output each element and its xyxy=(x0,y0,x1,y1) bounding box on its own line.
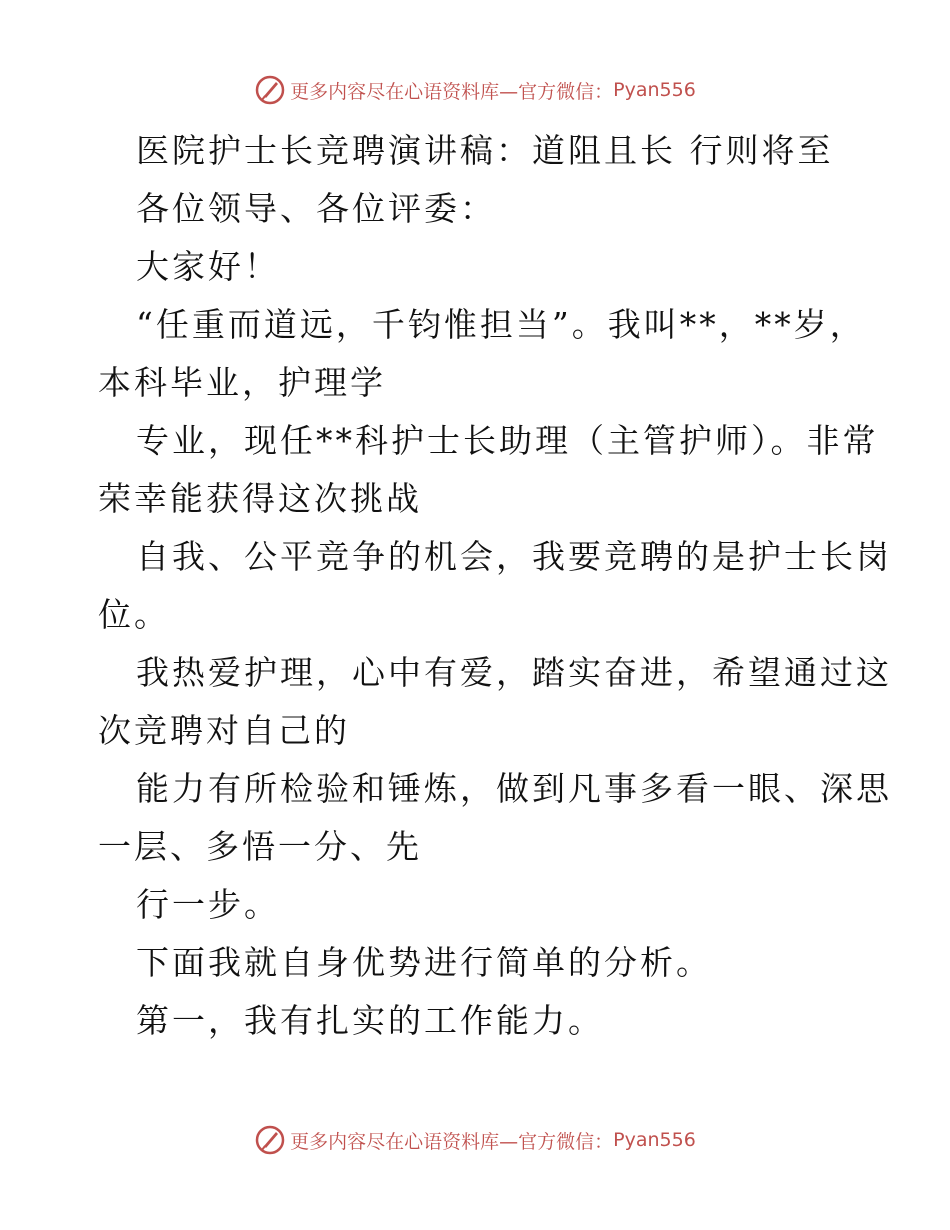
text-line: 荣幸能获得这次挑战 xyxy=(98,479,422,518)
text-line: 行一步。 xyxy=(136,885,280,924)
footer-brand-text: 更多内容尽在心语资料库—官方微信： xyxy=(290,1130,614,1153)
text-line: 位。 xyxy=(98,595,170,634)
quill-logo-icon xyxy=(254,1124,286,1156)
header-watermark-banner xyxy=(0,70,950,110)
quill-logo-icon xyxy=(254,74,286,106)
text-line: “任重而道远，千钧惟担当”。我叫**，**岁， xyxy=(136,305,866,344)
header-wechat-id: Pyan556 xyxy=(613,79,696,101)
text-line: 自我、公平竞争的机会，我要竞聘的是护士长岗 xyxy=(136,537,892,576)
header-brand-text: 更多内容尽在心语资料库—官方微信： xyxy=(290,80,614,103)
text-line: 第一，我有扎实的工作能力。 xyxy=(136,1001,604,1040)
text-line: 大家好！ xyxy=(136,247,280,286)
text-line: 本科毕业，护理学 xyxy=(98,363,386,402)
text-line: 一层、多悟一分、先 xyxy=(98,827,422,866)
text-line: 能力有所检验和锤炼，做到凡事多看一眼、深思 xyxy=(136,769,892,808)
footer-wechat-id: Pyan556 xyxy=(613,1129,696,1151)
text-line: 各位领导、各位评委： xyxy=(136,189,496,228)
text-line: 次竞聘对自己的 xyxy=(98,711,350,750)
text-line: 下面我就自身优势进行简单的分析。 xyxy=(136,943,712,982)
text-line: 专业，现任**科护士长助理（主管护师）。非常 xyxy=(136,421,879,460)
document-title: 医院护士长竞聘演讲稿：道阻且长 行则将至 xyxy=(136,131,834,170)
document-body xyxy=(98,122,892,1050)
text-line: 我热爱护理，心中有爱，踏实奋进，希望通过这 xyxy=(136,653,892,692)
footer-watermark-banner xyxy=(0,1120,950,1160)
